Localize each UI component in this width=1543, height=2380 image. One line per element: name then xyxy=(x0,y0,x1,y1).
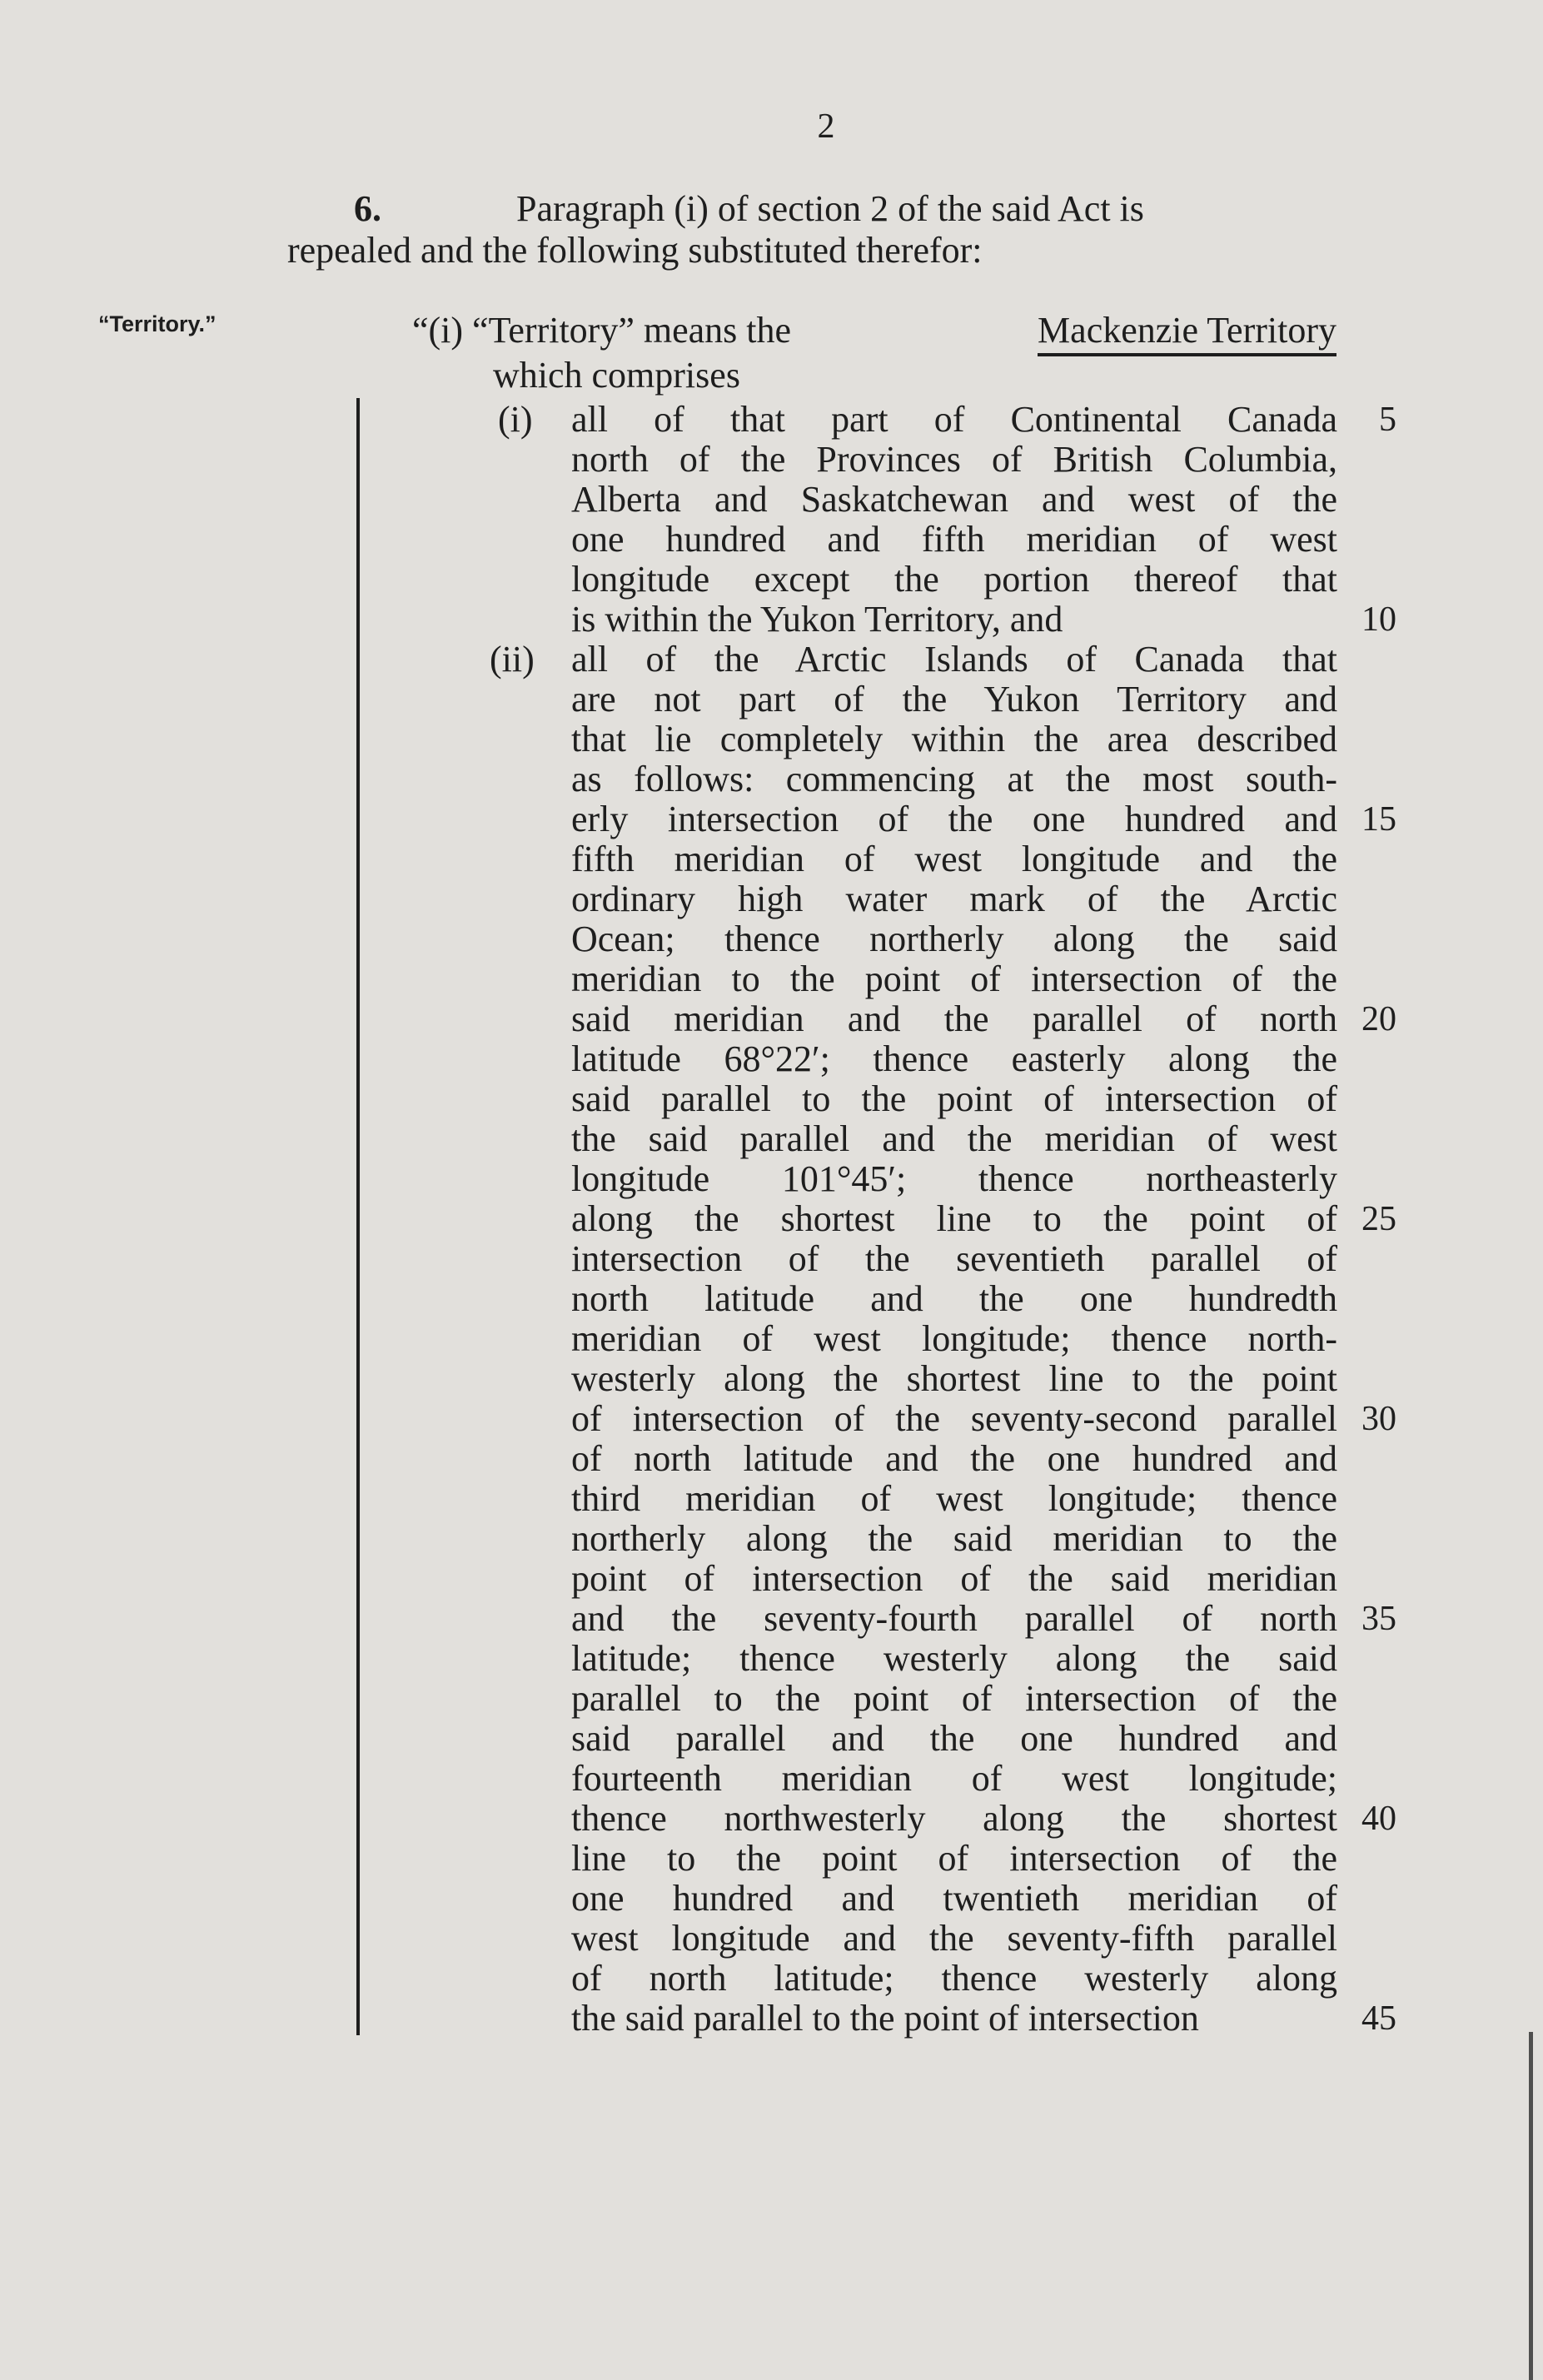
item-marker: (ii) xyxy=(490,639,535,680)
text-line: thence northwesterly along the shortest xyxy=(571,1798,1337,1839)
text-line: point of intersection of the said meridian xyxy=(571,1558,1337,1599)
line-number: 35 xyxy=(1361,1600,1396,1638)
section-number: 6. xyxy=(354,188,381,229)
section-intro-line-1 xyxy=(287,188,1336,230)
definition-underlined-term: Mackenzie Territory xyxy=(1038,310,1336,356)
text-line: said parallel to the point of intersection of xyxy=(571,1078,1337,1119)
definition-line-2: which comprises xyxy=(493,355,740,396)
item-marker: (i) xyxy=(498,399,533,440)
section-intro-text-1: Paragraph (i) of section 2 of the said Act is xyxy=(516,188,1144,229)
text-line: line to the point of intersection of the xyxy=(571,1838,1337,1879)
text-line: longitude except the portion thereof that xyxy=(571,559,1337,600)
text-line: all of the Arctic Islands of Canada that xyxy=(571,639,1337,680)
text-line: intersection of the seventieth parallel of xyxy=(571,1238,1337,1279)
text-line: ordinary high water mark of the Arctic xyxy=(571,879,1337,919)
text-line: fifth meridian of west longitude and the xyxy=(571,839,1337,879)
text-line: the said parallel and the meridian of west xyxy=(571,1118,1337,1159)
line-number: 5 xyxy=(1379,401,1396,439)
text-line: along the shortest line to the point of xyxy=(571,1198,1337,1239)
text-line: north of the Provinces of British Columbia, xyxy=(571,439,1337,480)
text-line: and the seventy-fourth parallel of north xyxy=(571,1598,1337,1639)
definition-lead: “(i) “Territory” means the xyxy=(412,310,792,351)
line-number: 10 xyxy=(1361,600,1396,639)
section-intro-line-2: repealed and the following substituted therefor: xyxy=(287,230,983,271)
line-number: 30 xyxy=(1361,1400,1396,1438)
text-line: north latitude and the one hundredth xyxy=(571,1278,1337,1319)
text-line: of north latitude; thence westerly along xyxy=(571,1958,1337,1999)
amendment-margin-bar xyxy=(356,398,360,2035)
text-line: longitude 101°45′; thence northeasterly xyxy=(571,1158,1337,1199)
page-number: 2 xyxy=(817,107,835,146)
page-edge-shadow xyxy=(1529,2032,1533,2380)
text-line: westerly along the shortest line to the point xyxy=(571,1358,1337,1399)
line-number: 25 xyxy=(1361,1200,1396,1238)
text-line: latitude; thence westerly along the said xyxy=(571,1638,1337,1679)
text-line: latitude 68°22′; thence easterly along the xyxy=(571,1038,1337,1079)
text-line: Ocean; thence northerly along the said xyxy=(571,919,1337,959)
text-line: said meridian and the parallel of north xyxy=(571,998,1337,1039)
text-line: meridian of west longitude; thence north- xyxy=(571,1318,1337,1359)
text-line: that lie completely within the area described xyxy=(571,719,1337,759)
text-line: said parallel and the one hundred and xyxy=(571,1718,1337,1759)
text-line: third meridian of west longitude; thence xyxy=(571,1478,1337,1519)
text-line: fourteenth meridian of west longitude; xyxy=(571,1758,1337,1799)
line-number: 45 xyxy=(1361,1999,1396,2038)
line-number: 20 xyxy=(1361,1000,1396,1038)
text-line: west longitude and the seventy-fifth parallel xyxy=(571,1918,1337,1959)
text-line: is within the Yukon Territory, and xyxy=(571,599,1063,640)
text-line: all of that part of Continental Canada xyxy=(571,399,1337,440)
text-line: Alberta and Saskatchewan and west of the xyxy=(571,479,1337,520)
text-line: parallel to the point of intersection of the xyxy=(571,1678,1337,1719)
text-line: one hundred and twentieth meridian of xyxy=(571,1878,1337,1919)
text-line: of north latitude and the one hundred and xyxy=(571,1438,1337,1479)
section-intro xyxy=(287,188,1336,271)
text-line: meridian to the point of intersection of the xyxy=(571,958,1337,999)
definition-heading xyxy=(412,310,1336,356)
text-line: as follows: commencing at the most south- xyxy=(571,759,1337,799)
line-number: 40 xyxy=(1361,1800,1396,1838)
text-line: are not part of the Yukon Territory and xyxy=(571,679,1337,719)
text-line: the said parallel to the point of intersection xyxy=(571,1998,1199,2039)
text-line: northerly along the said meridian to the xyxy=(571,1518,1337,1559)
text-line: erly intersection of the one hundred and xyxy=(571,799,1337,839)
text-line: of intersection of the seventy-second parallel xyxy=(571,1398,1337,1439)
margin-note: “Territory.” xyxy=(98,311,217,336)
text-line: one hundred and fifth meridian of west xyxy=(571,519,1337,560)
line-number: 15 xyxy=(1361,800,1396,839)
